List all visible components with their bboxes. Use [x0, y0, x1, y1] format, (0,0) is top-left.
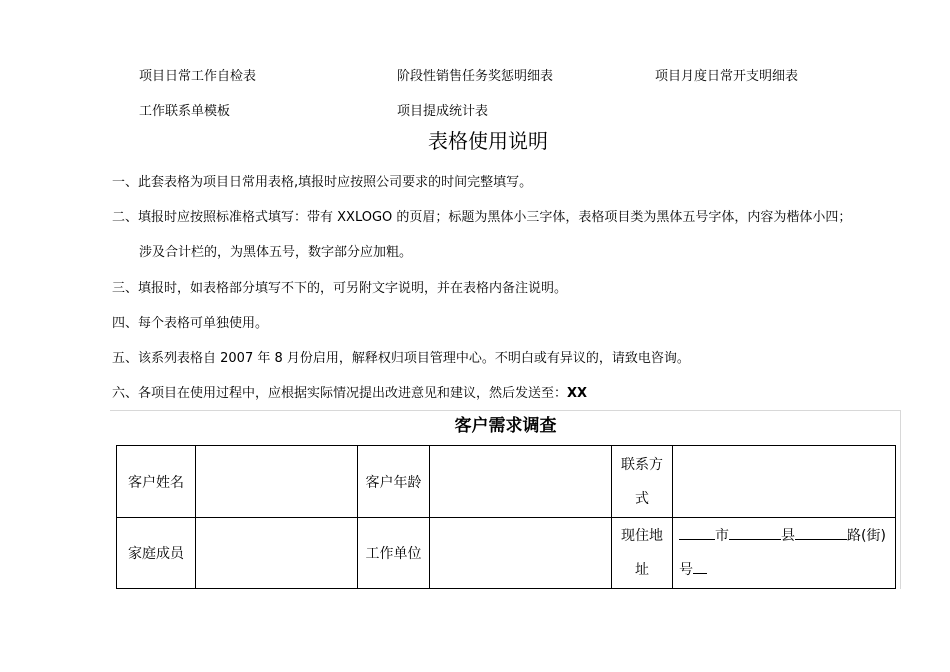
instruction-4: 四、每个表格可单独使用。: [112, 316, 269, 331]
field-work-unit[interactable]: [430, 518, 612, 589]
link-sales-bonus[interactable]: 阶段性销售任务奖惩明细表: [397, 69, 554, 84]
field-address[interactable]: [673, 518, 896, 589]
form-title: 客户需求调查: [454, 416, 557, 436]
label-work-unit: 工作单位: [358, 518, 430, 589]
page-title: 表格使用说明: [428, 129, 548, 153]
instruction-6: [112, 386, 587, 402]
label-contact-line2: 式: [635, 490, 649, 507]
label-customer-age: 客户年龄: [358, 446, 430, 518]
address-road: 路(街): [847, 528, 886, 544]
instruction-5: 五、该系列表格自 2007 年 8 月份启用，解释权归项目管理中心。不明白或有异议的，请致电咨询。: [112, 351, 690, 366]
address-number: 号: [679, 562, 693, 578]
instruction-1: 一、此套表格为项目日常用表格,填报时应按照公司要求的时间完整填写。: [112, 175, 533, 190]
label-contact: [612, 446, 673, 518]
label-customer-name: 客户姓名: [117, 446, 196, 518]
label-contact-line1: 联系方: [621, 456, 663, 473]
blank-road[interactable]: [795, 525, 847, 540]
address-line-2: [679, 553, 895, 587]
field-customer-age[interactable]: [430, 446, 612, 518]
field-family-members[interactable]: [196, 518, 358, 589]
field-contact[interactable]: [673, 446, 896, 518]
label-family-members: 家庭成员: [117, 518, 196, 589]
instruction-2-continued: 涉及合计栏的，为黑体五号，数字部分应加粗。: [139, 245, 413, 260]
link-contact-sheet[interactable]: 工作联系单模板: [139, 104, 231, 119]
instruction-6-text: 六、各项目在使用过程中，应根据实际情况提出改进意见和建议，然后发送至：: [112, 386, 568, 401]
blank-city[interactable]: [679, 525, 715, 540]
instruction-3: 三、填报时，如表格部分填写不下的，可另附文字说明，并在表格内备注说明。: [112, 281, 568, 296]
blank-county[interactable]: [729, 525, 781, 540]
instruction-6-target: XX: [567, 386, 588, 401]
field-customer-name[interactable]: [196, 446, 358, 518]
address-county: 县: [781, 528, 795, 544]
link-commission-stats[interactable]: 项目提成统计表: [397, 104, 489, 119]
address-line-1: [679, 519, 895, 553]
blank-number[interactable]: [693, 559, 707, 574]
label-address-line1: 现住地: [621, 528, 663, 544]
label-address-line2: 址: [635, 562, 649, 578]
address-city: 市: [715, 528, 729, 544]
instruction-2: 二、填报时应按照标准格式填写：带有 XXLOGO 的页眉；标题为黑体小三字体，表格项目类为黑体五号字体，内容为楷体小四；: [112, 210, 852, 225]
label-address: [612, 518, 673, 589]
customer-survey-table: [116, 445, 896, 589]
link-self-check[interactable]: 项目日常工作自检表: [139, 69, 257, 84]
link-monthly-expense[interactable]: 项目月度日常开支明细表: [655, 69, 799, 84]
